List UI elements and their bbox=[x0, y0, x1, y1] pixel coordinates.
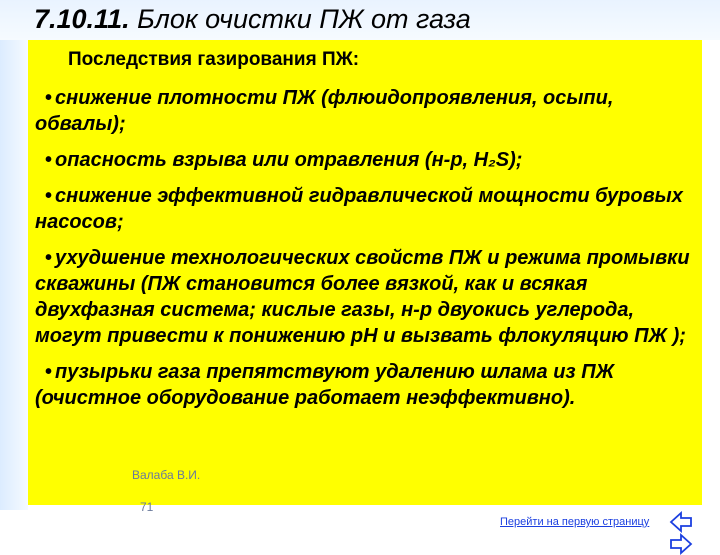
arrow-right-icon[interactable] bbox=[669, 533, 693, 555]
list-item bbox=[35, 85, 699, 137]
list-item bbox=[35, 245, 699, 349]
bullet-icon: • bbox=[45, 185, 53, 207]
list-item-text: снижение плотности ПЖ (флюидопроявления, осыпи, обвалы); bbox=[35, 87, 614, 135]
list-item-text: опасность взрыва или отравления (н-р, H₂S); bbox=[55, 149, 523, 171]
nav-arrows bbox=[669, 511, 720, 533]
subtitle: Последствия газирования ПЖ: bbox=[68, 49, 360, 70]
bullet-icon: • bbox=[45, 149, 53, 171]
bullet-list bbox=[35, 85, 699, 421]
list-item-text: ухудшение технологических свойств ПЖ и режима промывки скважины (ПЖ становится более вязкой, как и всякая двухфазная система; кислые газы, н-р двуокись углерода, могут привести к понижению pH и вызвать флокуляцию ПЖ ); bbox=[35, 247, 690, 347]
author-label: Валаба В.И. bbox=[132, 468, 201, 482]
first-page-link[interactable]: Перейти на первую страницу bbox=[500, 516, 650, 528]
side-band bbox=[0, 40, 28, 510]
list-item-text: пузырьки газа препятствуют удалению шлама из ПЖ (очистное оборудование работает неэффективно). bbox=[35, 361, 615, 409]
list-item bbox=[35, 359, 699, 411]
slide-title-number: 7.10.11. bbox=[34, 4, 130, 34]
slide-title-text: Блок очистки ПЖ от газа bbox=[129, 4, 471, 34]
arrow-left-icon[interactable] bbox=[669, 511, 693, 533]
content-panel bbox=[28, 40, 702, 505]
list-item-text: снижение эффективной гидравлической мощности буровых насосов; bbox=[35, 185, 683, 233]
page-number: 71 bbox=[140, 500, 154, 514]
list-item bbox=[35, 147, 699, 173]
list-item bbox=[35, 183, 699, 235]
bullet-icon: • bbox=[45, 361, 53, 383]
bullet-icon: • bbox=[45, 87, 53, 109]
bullet-icon: • bbox=[45, 247, 53, 269]
slide-title bbox=[34, 4, 471, 35]
